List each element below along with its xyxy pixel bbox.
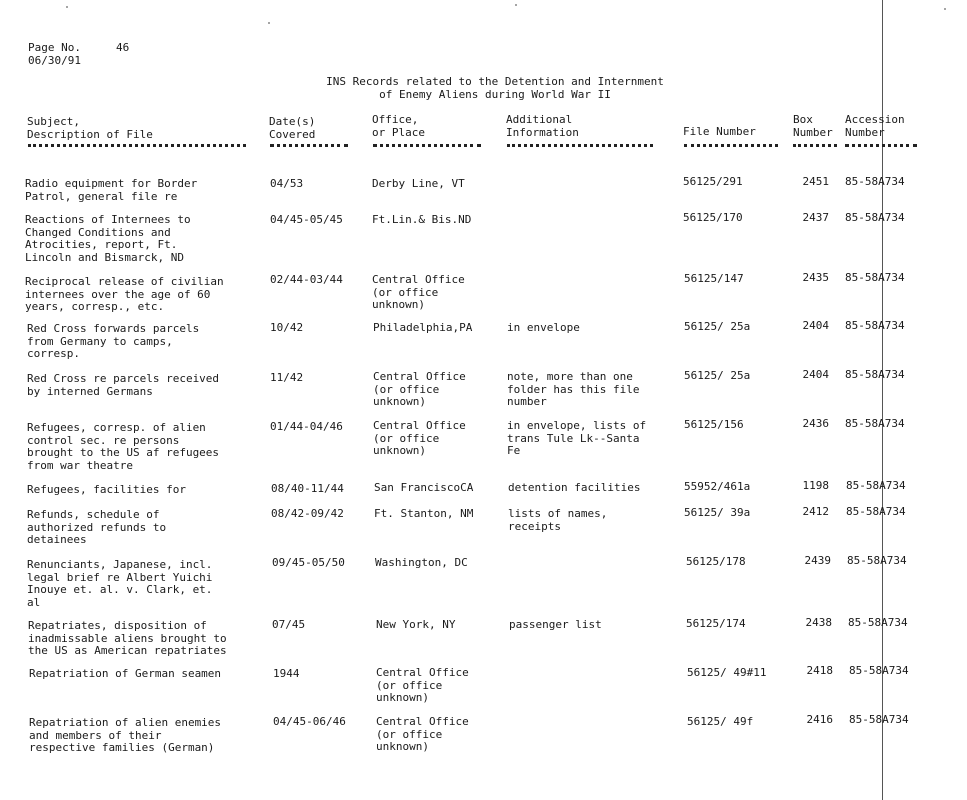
row-box-number: 2412 bbox=[802, 505, 829, 518]
row-accession-number: 85-58A734 bbox=[849, 713, 909, 726]
row-dates: 01/44-04/46 bbox=[270, 420, 343, 433]
row-box-number: 2451 bbox=[802, 175, 829, 188]
row-accession-number: 85-58A734 bbox=[845, 211, 905, 224]
row-office: Washington, DC bbox=[375, 556, 468, 569]
row-box-number: 2418 bbox=[806, 664, 833, 677]
scan-speck bbox=[268, 22, 270, 24]
report-date: 06/30/91 bbox=[28, 54, 81, 67]
row-file-number: 56125/ 39a bbox=[684, 506, 751, 519]
scan-speck bbox=[66, 6, 68, 8]
row-subject: Repatriation of German seamen bbox=[29, 667, 222, 680]
header-rule bbox=[270, 144, 348, 147]
header-rule bbox=[684, 144, 778, 147]
header-rule bbox=[793, 144, 837, 147]
column-header-file: File Number bbox=[683, 125, 756, 138]
row-dates: 10/42 bbox=[270, 321, 304, 334]
row-accession-number: 85-58A734 bbox=[845, 175, 905, 188]
document-subtitle: of Enemy Aliens during World War II bbox=[379, 88, 611, 101]
row-info: passenger list bbox=[509, 618, 602, 631]
row-office: Central Office (or office unknown) bbox=[372, 273, 465, 311]
row-accession-number: 85-58A734 bbox=[846, 505, 906, 518]
row-file-number: 56125/ 49f bbox=[687, 715, 754, 728]
row-info: in envelope bbox=[507, 321, 580, 334]
row-accession-number: 85-58A734 bbox=[847, 554, 907, 567]
row-file-number: 56125/ 25a bbox=[684, 369, 751, 382]
scan-speck bbox=[515, 4, 517, 6]
row-box-number: 2404 bbox=[802, 319, 829, 332]
row-file-number: 56125/174 bbox=[686, 617, 746, 630]
row-dates: 08/40-11/44 bbox=[271, 482, 344, 495]
row-office: Central Office (or office unknown) bbox=[373, 370, 466, 408]
row-box-number: 2416 bbox=[806, 713, 833, 726]
scan-speck bbox=[944, 8, 946, 10]
row-file-number: 56125/147 bbox=[684, 272, 744, 285]
row-info: detention facilities bbox=[508, 481, 641, 494]
row-dates: 07/45 bbox=[272, 618, 306, 631]
row-office: Derby Line, VT bbox=[372, 177, 465, 190]
row-subject: Reciprocal release of civilian internees over the age of 60 years, corresp., etc. bbox=[25, 275, 224, 313]
row-box-number: 2439 bbox=[804, 554, 831, 567]
document-title: INS Records related to the Detention and Internment bbox=[326, 75, 664, 88]
row-box-number: 2436 bbox=[802, 417, 829, 430]
row-dates: 04/45-06/46 bbox=[273, 715, 346, 728]
row-accession-number: 85-58A734 bbox=[845, 271, 905, 284]
row-office: New York, NY bbox=[376, 618, 456, 631]
row-dates: 04/53 bbox=[270, 177, 304, 190]
row-subject: Refunds, schedule of authorized refunds to detainees bbox=[27, 508, 167, 546]
row-box-number: 1198 bbox=[802, 479, 829, 492]
header-rule bbox=[507, 144, 653, 147]
column-header-accession: Accession Number bbox=[845, 113, 905, 139]
page-number: 46 bbox=[116, 41, 130, 54]
row-office: Ft. Stanton, NM bbox=[374, 507, 474, 520]
row-office: Philadelphia,PA bbox=[373, 321, 473, 334]
row-subject: Renunciants, Japanese, incl. legal brief re Albert Yuichi Inouye et. al. v. Clark, et. al bbox=[27, 558, 213, 609]
row-subject: Repatriates, disposition of inadmissable aliens brought to the US as American repatriates bbox=[28, 619, 227, 657]
row-accession-number: 85-58A734 bbox=[848, 616, 908, 629]
row-accession-number: 85-58A734 bbox=[845, 368, 905, 381]
row-info: note, more than one folder has this file number bbox=[507, 370, 640, 408]
row-subject: Radio equipment for Border Patrol, general file re bbox=[25, 177, 198, 203]
row-accession-number: 85-58A734 bbox=[845, 417, 905, 430]
row-subject: Refugees, corresp. of alien control sec. re persons brought to the US af refugees from war theatre bbox=[27, 421, 220, 472]
row-office: San FranciscoCA bbox=[374, 481, 474, 494]
row-file-number: 56125/ 25a bbox=[684, 320, 751, 333]
row-file-number: 55952/461a bbox=[684, 480, 751, 493]
column-header-box: Box Number bbox=[793, 113, 833, 139]
row-file-number: 56125/291 bbox=[683, 175, 743, 188]
row-dates: 04/45-05/45 bbox=[270, 213, 343, 226]
row-subject: Repatriation of alien enemies and members of their respective families (German) bbox=[29, 716, 222, 754]
row-file-number: 56125/170 bbox=[683, 211, 743, 224]
row-subject: Red Cross re parcels received by interned Germans bbox=[27, 372, 220, 398]
column-header-info: Additional Information bbox=[506, 113, 579, 139]
row-accession-number: 85-58A734 bbox=[849, 664, 909, 677]
header-rule bbox=[373, 144, 481, 147]
row-office: Central Office (or office unknown) bbox=[376, 666, 469, 704]
row-file-number: 56125/ 49#11 bbox=[687, 666, 767, 679]
row-box-number: 2404 bbox=[802, 368, 829, 381]
row-box-number: 2435 bbox=[802, 271, 829, 284]
row-dates: 11/42 bbox=[270, 371, 304, 384]
row-box-number: 2437 bbox=[802, 211, 829, 224]
row-office: Central Office (or office unknown) bbox=[373, 419, 466, 457]
row-box-number: 2438 bbox=[805, 616, 832, 629]
row-file-number: 56125/178 bbox=[686, 555, 746, 568]
row-dates: 02/44-03/44 bbox=[270, 273, 343, 286]
row-file-number: 56125/156 bbox=[684, 418, 744, 431]
page-number-label: Page No. bbox=[28, 41, 81, 54]
row-office: Central Office (or office unknown) bbox=[376, 715, 469, 753]
row-subject: Red Cross forwards parcels from Germany to camps, corresp. bbox=[27, 322, 200, 360]
row-office: Ft.Lin.& Bis.ND bbox=[372, 213, 472, 226]
row-dates: 09/45-05/50 bbox=[272, 556, 345, 569]
row-subject: Refugees, facilities for bbox=[27, 483, 186, 496]
header-rule bbox=[28, 144, 246, 147]
column-header-office: Office, or Place bbox=[372, 113, 425, 139]
row-info: lists of names, receipts bbox=[508, 507, 608, 533]
row-info: in envelope, lists of trans Tule Lk--Santa Fe bbox=[507, 419, 647, 457]
column-header-dates: Date(s) Covered bbox=[269, 115, 316, 141]
header-rule bbox=[845, 144, 917, 147]
row-dates: 08/42-09/42 bbox=[271, 507, 344, 520]
row-accession-number: 85-58A734 bbox=[845, 319, 905, 332]
row-accession-number: 85-58A734 bbox=[846, 479, 906, 492]
row-dates: 1944 bbox=[273, 667, 300, 680]
row-subject: Reactions of Internees to Changed Conditions and Atrocities, report, Ft. Lincoln and Bismarck, ND bbox=[25, 213, 191, 264]
column-header-subject: Subject, Description of File bbox=[27, 115, 153, 141]
